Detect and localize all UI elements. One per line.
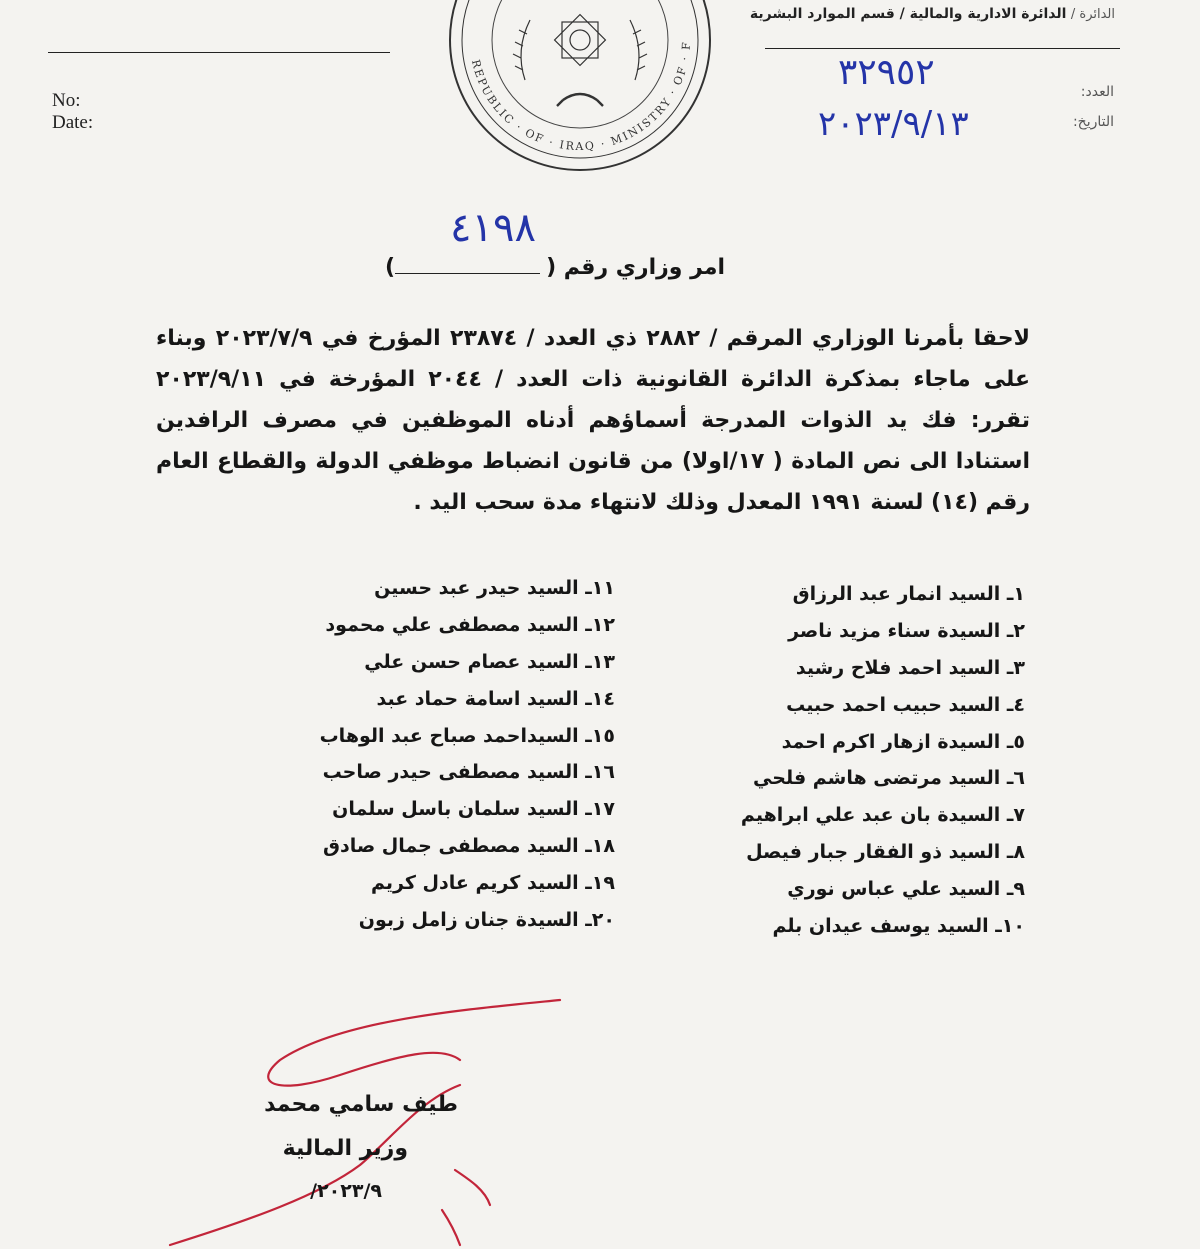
- list-item: ١٢ـ السيد مصطفى علي محمود: [325, 613, 615, 636]
- number-label: العدد:: [1080, 84, 1114, 100]
- list-item: ١٦ـ السيد مصطفى حيدر صاحب: [322, 761, 615, 784]
- order-title-close: ): [385, 255, 396, 280]
- list-item: ٧ـ السيدة بان عبد علي ابراهيم: [740, 804, 1025, 827]
- number-label-en: No:: [52, 90, 81, 111]
- list-item: ٣ـ السيد احمد فلاح رشيد: [795, 656, 1025, 679]
- list-item: ٤ـ السيد حبيب احمد حبيب: [786, 693, 1025, 716]
- list-item: ٩ـ السيد علي عباس نوري: [787, 878, 1025, 901]
- list-item: ١٨ـ السيد مصطفى جمال صادق: [322, 835, 615, 858]
- list-item: ١٣ـ السيد عصام حسن علي: [364, 650, 615, 673]
- svg-text:REPUBLIC · OF · IRAQ · MINISTR: REPUBLIC · OF · IRAQ · MINISTRY · OF · F: [468, 40, 694, 154]
- date-label-en: Date:: [52, 112, 94, 133]
- list-item: ٨ـ السيد ذو الفقار جبار فيصل: [746, 841, 1025, 864]
- list-item: ٥ـ السيدة ازهار اكرم احمد: [781, 730, 1025, 753]
- list-item: ٦ـ السيد مرتضى هاشم فلحي: [753, 767, 1025, 790]
- list-item: ١١ـ السيد حيدر عبد حسين: [374, 577, 615, 599]
- order-title-text: امر وزاري رقم (: [546, 255, 725, 280]
- order-body-text: لاحقا بأمرنا الوزاري المرقم / ٢٨٨٢ ذي العدد / ٢٣٨٧٤ المؤرخ في ٢٠٢٣/٧/٩ وبناء على ماجاء بمذكرة الدائرة القانونية ذات العدد / ٢٠٤٤ المؤرخة في ٢٠٢٣/٩/١١ تقرر: فك يد الذوات المدرجة أسماؤهم أدناه الموظفين في مصرف الرافدين استنادا الى نص المادة ( ١٧/اولا) من قانون انضباط موظفي الدولة والقطاع العام رقم (١٤) لسنة ١٩٩١ المعدل وذلك لانتهاء مدة سحب اليد .: [156, 326, 1030, 515]
- directorate-value: الدائرة الادارية والمالية / قسم الموارد البشرية: [749, 6, 1067, 22]
- list-item: ١٠ـ السيد يوسف عيدان بلم: [772, 915, 1025, 938]
- handwritten-date: ٢٠٢٣/٩/١٣: [818, 104, 969, 144]
- order-body: [156, 318, 1030, 523]
- directorate-line: [750, 6, 1115, 22]
- handwritten-signature: [160, 990, 620, 1249]
- employee-list-1: [741, 576, 1025, 945]
- handwritten-order-number: ٤١٩٨: [450, 205, 536, 251]
- list-item: ١٩ـ السيد كريم عادل كريم: [370, 872, 615, 895]
- list-item: ١٧ـ السيد سلمان باسل سلمان: [332, 798, 615, 821]
- list-item: ١٤ـ السيد اسامة حماد عبد: [376, 687, 615, 710]
- order-title: [385, 255, 725, 280]
- list-item: ١ـ السيد انمار عبد الرزاق: [792, 583, 1025, 605]
- ministry-seal-icon: [445, 0, 715, 175]
- list-item: ١٥ـ السيداحمد صباح عبد الوهاب: [319, 724, 615, 747]
- number-date-labels: [52, 90, 93, 134]
- employee-list-2: [320, 570, 615, 939]
- signatory-date: ٢٠٢٣/٩/: [310, 1180, 382, 1202]
- header-right-rule: [765, 48, 1120, 49]
- list-item: ٢٠ـ السيدة جنان زامل زبون: [358, 909, 615, 932]
- header-left-rule: [48, 52, 390, 53]
- list-item: ٢ـ السيدة سناء مزيد ناصر: [788, 619, 1025, 642]
- directorate-label: الدائرة /: [1070, 7, 1115, 22]
- signatory-name: طيف سامي محمد: [264, 1092, 458, 1117]
- handwritten-number: ٣٢٩٥٢: [838, 52, 935, 93]
- order-number-blank: [395, 273, 540, 274]
- signatory-title: وزير المالية: [282, 1136, 408, 1161]
- date-label: التاريخ:: [1072, 114, 1114, 130]
